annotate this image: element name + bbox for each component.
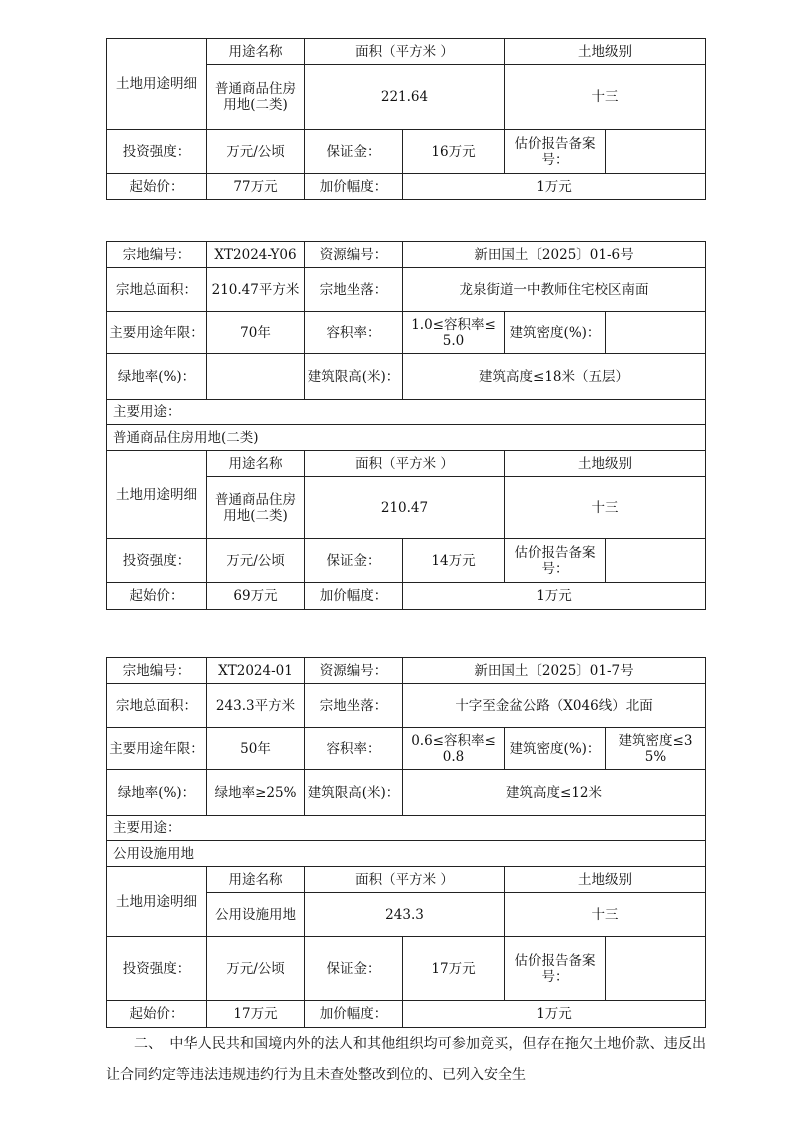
deposit-label: 保证金： xyxy=(305,130,403,174)
land-grade-value: 十三 xyxy=(505,893,706,937)
height-limit-value: 建筑高度≤12米 xyxy=(403,770,706,816)
density-label: 建筑密度(%)： xyxy=(505,728,606,770)
density-label: 建筑密度(%)： xyxy=(505,312,606,354)
start-price-value: 69万元 xyxy=(207,583,305,610)
location-value: 十字至金盆公路（X046线）北面 xyxy=(403,684,706,728)
total-area-label: 宗地总面积： xyxy=(107,684,207,728)
area-value: 210.47 xyxy=(305,477,505,539)
appraisal-value xyxy=(606,130,706,174)
resource-no-value: 新田国土〔2025〕01-7号 xyxy=(403,658,706,684)
investment-unit: 万元/公顷 xyxy=(207,937,305,1001)
parcel-no-value: XT2024-01 xyxy=(207,658,305,684)
body-paragraph: 二、 中华人民共和国境内外的法人和其他组织均可参加竞买，但存在拖欠土地价款、违反出让合同约定等违法违规违约行为且未查处整改到位的、已列入安全生 xyxy=(106,1036,706,1083)
start-price-label: 起始价： xyxy=(107,1001,207,1028)
land-grade-header: 土地级别 xyxy=(505,39,706,65)
use-name-value: 普通商品住房用地(二类) xyxy=(207,477,305,539)
green-value xyxy=(207,354,305,400)
parcel-no-label: 宗地编号： xyxy=(107,242,207,268)
deposit-label: 保证金： xyxy=(305,937,403,1001)
total-area-label: 宗地总面积： xyxy=(107,268,207,312)
plot-ratio-value: 1.0≤容积率≤5.0 xyxy=(403,312,505,354)
investment-label: 投资强度： xyxy=(107,937,207,1001)
term-value: 50年 xyxy=(207,728,305,770)
term-label: 主要用途年限： xyxy=(107,728,207,770)
height-limit-label: 建筑限高(米)： xyxy=(305,770,403,816)
green-label: 绿地率(%)： xyxy=(107,770,207,816)
parcel-no-value: XT2024-Y06 xyxy=(207,242,305,268)
green-value: 绿地率≥25% xyxy=(207,770,305,816)
deposit-label: 保证金： xyxy=(305,539,403,583)
green-label: 绿地率(%)： xyxy=(107,354,207,400)
increment-value: 1万元 xyxy=(403,174,706,200)
use-name-header: 用途名称 xyxy=(207,39,305,65)
increment-value: 1万元 xyxy=(403,583,706,610)
appraisal-value xyxy=(606,539,706,583)
main-use-value: 公用设施用地 xyxy=(107,841,706,867)
appraisal-label: 估价报告备案号： xyxy=(505,937,606,1001)
start-price-value: 17万元 xyxy=(207,1001,305,1028)
parcel-no-label: 宗地编号： xyxy=(107,658,207,684)
appraisal-label: 估价报告备案号： xyxy=(505,130,606,174)
location-label: 宗地坐落： xyxy=(305,268,403,312)
land-grade-header: 土地级别 xyxy=(505,867,706,893)
resource-no-label: 资源编号： xyxy=(305,658,403,684)
land-use-detail-label: 土地用途明细 xyxy=(107,867,207,937)
land-grade-header: 土地级别 xyxy=(505,451,706,477)
start-price-label: 起始价： xyxy=(107,174,207,200)
density-value: 建筑密度≤35% xyxy=(606,728,706,770)
term-label: 主要用途年限： xyxy=(107,312,207,354)
investment-unit: 万元/公顷 xyxy=(207,130,305,174)
start-price-label: 起始价： xyxy=(107,583,207,610)
height-limit-value: 建筑高度≤18米（五层） xyxy=(403,354,706,400)
parcel-3-table xyxy=(106,657,706,1028)
parcel-1-table xyxy=(106,38,706,200)
appraisal-label: 估价报告备案号： xyxy=(505,539,606,583)
increment-label: 加价幅度： xyxy=(305,1001,403,1028)
plot-ratio-label: 容积率： xyxy=(305,312,403,354)
use-name-value: 公用设施用地 xyxy=(207,893,305,937)
use-name-header: 用途名称 xyxy=(207,451,305,477)
area-value: 243.3 xyxy=(305,893,505,937)
deposit-value: 14万元 xyxy=(403,539,505,583)
land-use-detail-label: 土地用途明细 xyxy=(107,39,207,130)
deposit-value: 16万元 xyxy=(403,130,505,174)
land-grade-value: 十三 xyxy=(505,65,706,130)
density-value xyxy=(606,312,706,354)
main-use-value: 普通商品住房用地(二类) xyxy=(107,425,706,451)
investment-unit: 万元/公顷 xyxy=(207,539,305,583)
area-header: 面积（平方米 ） xyxy=(305,39,505,65)
area-header: 面积（平方米 ） xyxy=(305,451,505,477)
location-label: 宗地坐落： xyxy=(305,684,403,728)
area-header: 面积（平方米 ） xyxy=(305,867,505,893)
area-value: 221.64 xyxy=(305,65,505,130)
deposit-value: 17万元 xyxy=(403,937,505,1001)
term-value: 70年 xyxy=(207,312,305,354)
increment-label: 加价幅度： xyxy=(305,583,403,610)
investment-label: 投资强度： xyxy=(107,539,207,583)
parcel-2-table xyxy=(106,241,706,610)
increment-label: 加价幅度： xyxy=(305,174,403,200)
use-name-value: 普通商品住房用地(二类) xyxy=(207,65,305,130)
increment-value: 1万元 xyxy=(403,1001,706,1028)
resource-no-value: 新田国土〔2025〕01-6号 xyxy=(403,242,706,268)
main-use-label: 主要用途： xyxy=(107,400,706,425)
total-area-value: 210.47平方米 xyxy=(207,268,305,312)
start-price-value: 77万元 xyxy=(207,174,305,200)
use-name-header: 用途名称 xyxy=(207,867,305,893)
plot-ratio-value: 0.6≤容积率≤0.8 xyxy=(403,728,505,770)
land-use-detail-label: 土地用途明细 xyxy=(107,451,207,539)
resource-no-label: 资源编号： xyxy=(305,242,403,268)
height-limit-label: 建筑限高(米)： xyxy=(305,354,403,400)
location-value: 龙泉街道一中教师住宅校区南面 xyxy=(403,268,706,312)
total-area-value: 243.3平方米 xyxy=(207,684,305,728)
main-use-label: 主要用途： xyxy=(107,816,706,841)
plot-ratio-label: 容积率： xyxy=(305,728,403,770)
investment-label: 投资强度： xyxy=(107,130,207,174)
land-grade-value: 十三 xyxy=(505,477,706,539)
appraisal-value xyxy=(606,937,706,1001)
